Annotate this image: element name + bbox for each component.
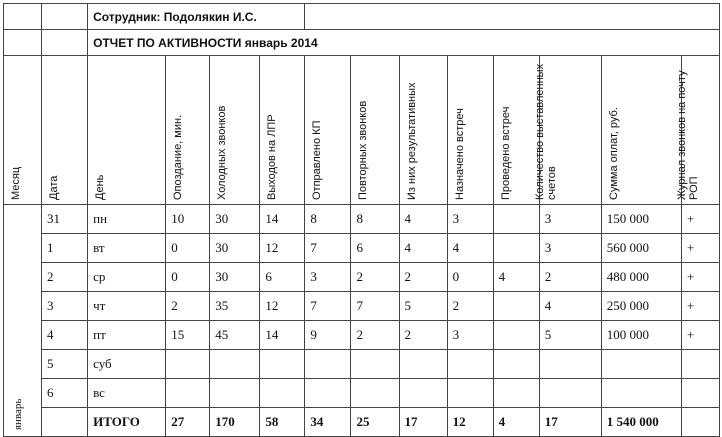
total-cell: 1 540 000 [601,408,681,437]
table-row [4,350,720,379]
table-cell: 4 [539,292,601,321]
table-cell: 2 [399,321,447,350]
table-cell: 7 [305,234,351,263]
total-cell: 17 [399,408,447,437]
table-cell: 5 [42,350,88,379]
table-cell [601,350,681,379]
table-cell: 2 [351,321,399,350]
table-cell [399,350,447,379]
column-header-late-minutes [166,56,210,205]
table-cell: 14 [260,205,305,234]
table-cell: 35 [210,292,260,321]
table-cell [166,379,210,408]
table-cell: 15 [166,321,210,350]
table-cell: 4 [399,205,447,234]
table-cell: 2 [351,263,399,292]
total-cell [681,408,719,437]
table-cell [493,234,539,263]
table-cell: 2 [539,263,601,292]
table-cell [493,292,539,321]
table-cell: 7 [351,292,399,321]
table-cell [681,379,719,408]
table-row [4,321,720,350]
table-cell: 14 [260,321,305,350]
report-title: ОТЧЕТ ПО АКТИВНОСТИ январь 2014 [88,30,720,56]
column-header-label: Повторных звонков [357,100,370,200]
column-header-label: Холодных звонков [216,105,229,200]
table-cell: 100 000 [601,321,681,350]
month-cell [4,205,42,437]
column-header-invoices-count [533,56,601,205]
table-cell: 12 [260,292,305,321]
month-label: январь [12,398,24,430]
table-cell [210,350,260,379]
column-header-payments-sum [601,56,681,205]
table-cell [493,321,539,350]
table-cell: суб [88,350,166,379]
total-cell: 4 [493,408,539,437]
table-cell: 0 [166,263,210,292]
table-cell: вс [88,379,166,408]
table-cell: + [681,321,719,350]
table-cell [351,379,399,408]
table-cell: 4 [42,321,88,350]
table-cell: 31 [42,205,88,234]
table-cell: 7 [305,292,351,321]
blank-cell [4,4,42,30]
column-header-meetings-held [493,56,539,205]
column-header-effective [399,56,447,205]
table-cell: 2 [399,263,447,292]
column-header-repeat-calls [351,56,399,205]
blank-cell [42,408,88,437]
total-cell: 58 [260,408,305,437]
table-cell: 3 [447,205,493,234]
table-cell [260,379,305,408]
column-header-label: Отправлено КП [311,120,324,200]
total-label: ИТОГО [88,408,166,437]
table-row [4,292,720,321]
table-cell: 6 [351,234,399,263]
table-cell: 30 [210,205,260,234]
table-cell: 3 [447,321,493,350]
column-header-cold-calls [210,56,260,205]
table-cell: пн [88,205,166,234]
table-row [4,379,720,408]
column-header-month [4,56,42,205]
total-cell: 34 [305,408,351,437]
table-cell: пт [88,321,166,350]
total-cell: 25 [351,408,399,437]
table-cell: + [681,205,719,234]
total-row [4,408,720,437]
column-header-proposals-sent [305,56,351,205]
column-header-day [88,56,166,205]
table-cell: 0 [166,234,210,263]
table-cell [166,350,210,379]
table-cell: чт [88,292,166,321]
table-cell: 9 [305,321,351,350]
table-cell: 6 [42,379,88,408]
table-cell [260,350,305,379]
column-header-label: Количество выставленных счетов [533,63,558,200]
column-header-label: Дата [48,175,61,200]
column-header-date [42,56,88,205]
table-cell [601,379,681,408]
activity-report-table [3,3,720,437]
table-cell: 3 [42,292,88,321]
table-cell: 5 [539,321,601,350]
table-cell: 8 [305,205,351,234]
table-cell [539,379,601,408]
table-cell: 4 [399,234,447,263]
table-cell [539,350,601,379]
employee-name: Сотрудник: Подолякин И.С. [88,4,305,30]
blank-cell [42,4,88,30]
table-cell: + [681,263,719,292]
column-header-label: Сумма оплат, руб. [607,107,620,200]
column-header-meetings-scheduled [447,56,493,205]
table-cell [681,350,719,379]
column-header-label: Из них результативных [405,82,418,200]
table-cell: + [681,292,719,321]
column-header-lpr-exits [260,56,305,205]
table-cell: 8 [351,205,399,234]
table-cell: 3 [539,205,601,234]
column-header-call-log [675,56,719,205]
table-cell [493,379,539,408]
table-cell: 10 [166,205,210,234]
column-header-label: Назначено встреч [453,108,466,200]
table-cell: 2 [166,292,210,321]
table-cell: 3 [539,234,601,263]
table-cell: 0 [447,263,493,292]
column-header-label: Опоздание, мин. [172,114,185,200]
table-cell: 30 [210,234,260,263]
table-cell: 4 [493,263,539,292]
table-cell [399,379,447,408]
total-cell: 27 [166,408,210,437]
column-header-label: Журнал звонков на почту РОП [675,70,700,200]
table-cell [447,350,493,379]
column-header-label: Проведено встреч [499,106,512,200]
table-cell: 5 [399,292,447,321]
table-cell [210,379,260,408]
table-cell: 3 [305,263,351,292]
total-cell: 12 [447,408,493,437]
table-cell: 480 000 [601,263,681,292]
table-cell [351,350,399,379]
table-cell: 12 [260,234,305,263]
table-cell: 45 [210,321,260,350]
table-row [4,263,720,292]
column-header-label: Выходов на ЛПР [266,114,279,200]
table-cell: + [681,234,719,263]
table-cell: 150 000 [601,205,681,234]
table-cell: 560 000 [601,234,681,263]
table-row [4,205,720,234]
blank-cell [305,4,720,30]
table-row [4,234,720,263]
table-cell [493,205,539,234]
table-cell [447,379,493,408]
column-header-label: День [94,174,107,200]
table-cell [493,350,539,379]
table-cell: 2 [42,263,88,292]
table-cell: 250 000 [601,292,681,321]
table-cell: 1 [42,234,88,263]
blank-cell [4,30,42,56]
blank-cell [42,30,88,56]
table-cell [305,350,351,379]
table-cell: 4 [447,234,493,263]
table-cell: ср [88,263,166,292]
table-cell: вт [88,234,166,263]
table-cell: 6 [260,263,305,292]
table-cell [305,379,351,408]
total-cell: 170 [210,408,260,437]
table-cell: 2 [447,292,493,321]
total-cell: 17 [539,408,601,437]
column-header-label: Месяц [10,166,22,200]
table-cell: 30 [210,263,260,292]
